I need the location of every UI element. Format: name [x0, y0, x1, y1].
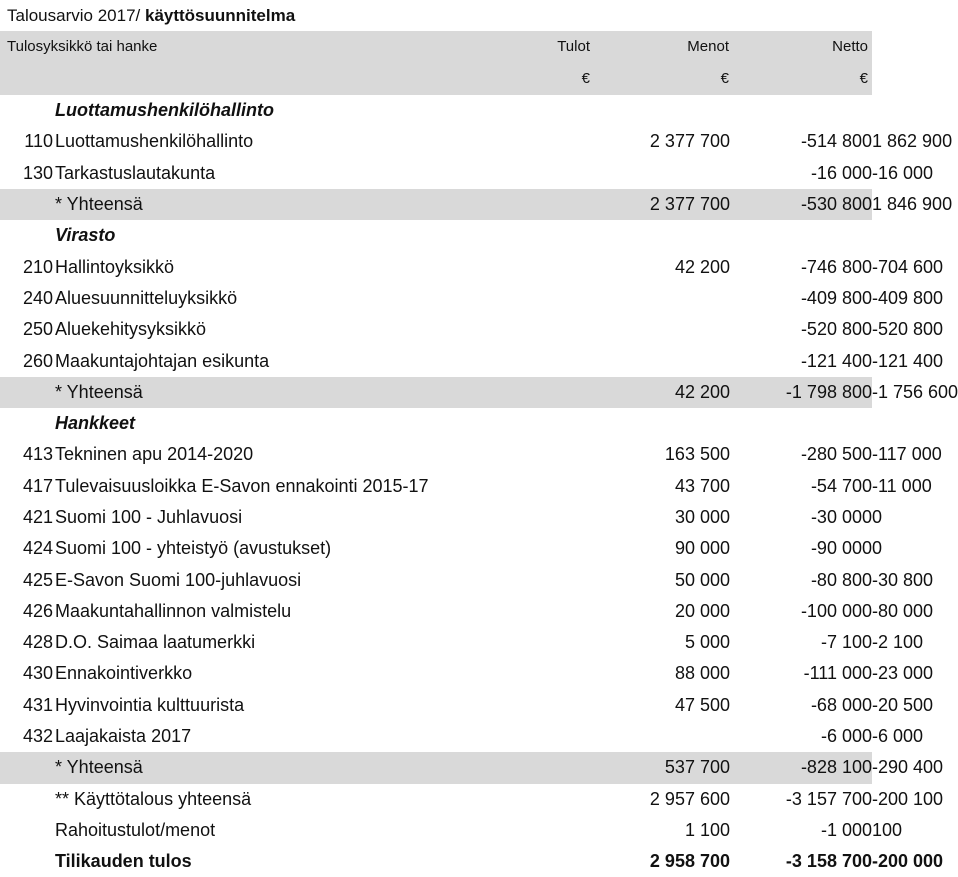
- row-menot: -100 000: [800, 600, 872, 621]
- row-tulot: 2 957 600: [649, 788, 730, 809]
- table-row: 431 Hyvinvointia kulttuurista 47 500 -68 000 -20 500: [0, 690, 872, 721]
- table-row: 421 Suomi 100 - Juhlavuosi 30 000 -30 000 0: [0, 502, 872, 533]
- row-code: 260: [22, 350, 53, 371]
- row-code: 425: [22, 569, 53, 590]
- row-menot: -1 798 800: [730, 377, 872, 408]
- row-name: * Yhteensä: [55, 377, 510, 408]
- row-name: D.O. Saimaa laatumerkki: [55, 632, 256, 653]
- row-name: Tilikauden tulos: [55, 851, 192, 872]
- row-code: [0, 846, 55, 877]
- row-menot: -1 000: [820, 819, 872, 840]
- row-menot: -111 000: [803, 663, 872, 684]
- row-tulot: 20 000: [674, 600, 730, 621]
- table-row: 130 Tarkastuslautakunta -16 000 -16 000: [0, 158, 872, 189]
- row-tulot: [510, 95, 730, 126]
- row-menot: -90 000: [810, 538, 872, 559]
- row-menot: -54 700: [810, 475, 872, 496]
- subtotal-row: * Yhteensä 2 377 700 -530 800 1 846 900: [0, 189, 872, 220]
- currency-menot: €: [720, 70, 729, 87]
- row-tulot: [510, 158, 730, 189]
- currency-row: [0, 63, 872, 95]
- row-code: 130: [22, 162, 53, 183]
- row-tulot: [510, 345, 730, 376]
- row-tulot: [510, 314, 730, 345]
- row-tulot: 88 000: [674, 663, 730, 684]
- row-name: Rahoitustulot/menot: [55, 819, 216, 840]
- row-menot: -530 800: [730, 189, 872, 220]
- table-row: 430 Ennakointiverkko 88 000 -111 000 -23 000: [0, 658, 872, 689]
- row-tulot: [510, 408, 730, 439]
- header-row: [0, 31, 872, 63]
- table-row: ** Käyttötalous yhteensä 2 957 600 -3 157 700 -200 100: [0, 784, 872, 815]
- row-name: Suomi 100 - Juhlavuosi: [55, 507, 243, 527]
- table-row: 417 Tulevaisuusloikka E-Savon ennakointi 2015-17 43 700 -54 700 -11 000: [0, 471, 872, 502]
- row-tulot: 163 500: [664, 444, 730, 465]
- currency-netto: €: [859, 70, 868, 87]
- row-menot: -746 800: [800, 256, 872, 277]
- row-name: Luottamushenkilöhallinto: [55, 131, 254, 152]
- row-code: [0, 220, 55, 251]
- row-code: 240: [22, 287, 53, 308]
- row-menot: -30 000: [810, 507, 872, 527]
- column-header-netto: Netto: [832, 38, 868, 55]
- row-code: [0, 377, 55, 408]
- row-menot: -514 800: [800, 131, 872, 152]
- row-tulot: 90 000: [674, 538, 730, 559]
- row-tulot: 42 200: [674, 256, 730, 277]
- row-menot: -7 100: [820, 632, 872, 653]
- row-code: 431: [22, 694, 53, 715]
- subtotal-row: * Yhteensä 537 700 -828 100 -290 400: [0, 752, 872, 783]
- row-name: E-Savon Suomi 100-juhlavuosi: [55, 569, 302, 590]
- row-tulot: 2 958 700: [649, 851, 730, 872]
- row-code: [0, 784, 55, 815]
- row-name: Hyvinvointia kulttuurista: [55, 694, 245, 715]
- row-tulot: 2 377 700: [510, 189, 730, 220]
- row-menot: [730, 95, 872, 126]
- row-tulot: 43 700: [674, 475, 730, 496]
- row-menot: -3 157 700: [785, 788, 872, 809]
- row-name: Tekninen apu 2014-2020: [55, 444, 254, 465]
- row-code: [0, 189, 55, 220]
- row-code: [0, 95, 55, 126]
- row-name: ** Käyttötalous yhteensä: [55, 788, 252, 809]
- table-row: Rahoitustulot/menot 1 100 -1 000 100: [0, 815, 872, 846]
- row-code: [0, 408, 55, 439]
- row-code: 432: [22, 726, 53, 747]
- column-header-menot: Menot: [687, 38, 729, 55]
- row-name: Luottamushenkilöhallinto: [55, 100, 274, 121]
- row-name: Virasto: [55, 225, 116, 246]
- row-menot: [730, 220, 872, 251]
- row-code: 426: [22, 600, 53, 621]
- title-text: Talousarvio 2017/: [7, 6, 145, 25]
- row-menot: -3 158 700: [785, 851, 872, 872]
- table-row: 210 Hallintoyksikkö 42 200 -746 800 -704 600: [0, 251, 872, 282]
- table-row: 413 Tekninen apu 2014-2020 163 500 -280 500 -117 000: [0, 439, 872, 470]
- title-bold-text: käyttösuunnitelma: [144, 6, 296, 25]
- row-name: Hallintoyksikkö: [55, 256, 175, 277]
- section-row: [0, 95, 872, 126]
- section-row: [0, 220, 872, 251]
- row-name: * Yhteensä: [55, 189, 510, 220]
- row-menot: -520 800: [800, 319, 872, 340]
- row-code: 413: [22, 444, 53, 465]
- row-name: * Yhteensä: [55, 752, 510, 783]
- row-name: Laajakaista 2017: [55, 726, 192, 747]
- row-code: [0, 815, 55, 846]
- section-row: [0, 408, 872, 439]
- row-code: 424: [22, 538, 53, 559]
- column-header-unit: Tulosyksikkö tai hanke: [7, 38, 158, 55]
- row-menot: -16 000: [810, 162, 872, 183]
- row-menot: -828 100: [730, 752, 872, 783]
- row-menot: -121 400: [800, 350, 872, 371]
- row-code: [0, 752, 55, 783]
- row-name: Maakuntahallinnon valmistelu: [55, 600, 292, 621]
- currency-tulot: €: [581, 70, 590, 87]
- row-tulot: 1 100: [684, 819, 730, 840]
- row-name: Hankkeet: [55, 413, 136, 434]
- row-menot: -280 500: [800, 444, 872, 465]
- row-tulot: 2 377 700: [649, 131, 730, 152]
- row-tulot: 30 000: [674, 507, 730, 527]
- row-tulot: [510, 721, 730, 752]
- row-name: Aluekehitysyksikkö: [55, 319, 207, 340]
- row-code: 250: [22, 319, 53, 340]
- budget-table: [0, 95, 958, 877]
- row-code: 421: [22, 507, 53, 527]
- row-tulot: [510, 220, 730, 251]
- row-menot: [730, 408, 872, 439]
- row-name: Maakuntajohtajan esikunta: [55, 350, 270, 371]
- column-header-tulot: Tulot: [557, 38, 590, 55]
- row-name: Ennakointiverkko: [55, 663, 193, 684]
- row-code: 210: [22, 256, 53, 277]
- table-row: 424 Suomi 100 - yhteistyö (avustukset) 90 000 -90 000 0: [0, 533, 872, 564]
- row-menot: -6 000: [820, 726, 872, 747]
- row-name: Tarkastuslautakunta: [55, 162, 216, 183]
- table-row: 250 Aluekehitysyksikkö -520 800 -520 800: [0, 314, 872, 345]
- row-tulot: 50 000: [674, 569, 730, 590]
- row-code: 110: [24, 131, 53, 152]
- row-name: Aluesuunnitteluyksikkö: [55, 287, 238, 308]
- row-tulot: 47 500: [674, 694, 730, 715]
- row-code: 428: [22, 632, 53, 653]
- row-menot: -68 000: [810, 694, 872, 715]
- row-menot: -80 800: [810, 569, 872, 590]
- table-row: 432 Laajakaista 2017 -6 000 -6 000: [0, 721, 872, 752]
- table-row: Tilikauden tulos 2 958 700 -3 158 700 -200 000: [0, 846, 872, 877]
- row-menot: -409 800: [800, 287, 872, 308]
- row-code: 430: [22, 663, 53, 684]
- table-row: 425 E-Savon Suomi 100-juhlavuosi 50 000 -80 800 -30 800: [0, 564, 872, 595]
- subtotal-row: * Yhteensä 42 200 -1 798 800 -1 756 600: [0, 377, 872, 408]
- table-row: 426 Maakuntahallinnon valmistelu 20 000 -100 000 -80 000: [0, 596, 872, 627]
- row-tulot: 5 000: [684, 632, 730, 653]
- row-name: Suomi 100 - yhteistyö (avustukset): [55, 538, 332, 559]
- row-tulot: 537 700: [510, 752, 730, 783]
- table-row: 240 Aluesuunnitteluyksikkö -409 800 -409 800: [0, 283, 872, 314]
- row-code: 417: [22, 475, 53, 496]
- row-tulot: 42 200: [510, 377, 730, 408]
- table-row: 260 Maakuntajohtajan esikunta -121 400 -121 400: [0, 345, 872, 376]
- budget-table-body: [0, 95, 958, 877]
- table-row: 428 D.O. Saimaa laatumerkki 5 000 -7 100 -2 100: [0, 627, 872, 658]
- row-tulot: [510, 283, 730, 314]
- document-title: [7, 5, 295, 27]
- table-row: 110 Luottamushenkilöhallinto 2 377 700 -514 800 1 862 900: [0, 126, 872, 157]
- row-name: Tulevaisuusloikka E-Savon ennakointi 2015-17: [55, 475, 429, 496]
